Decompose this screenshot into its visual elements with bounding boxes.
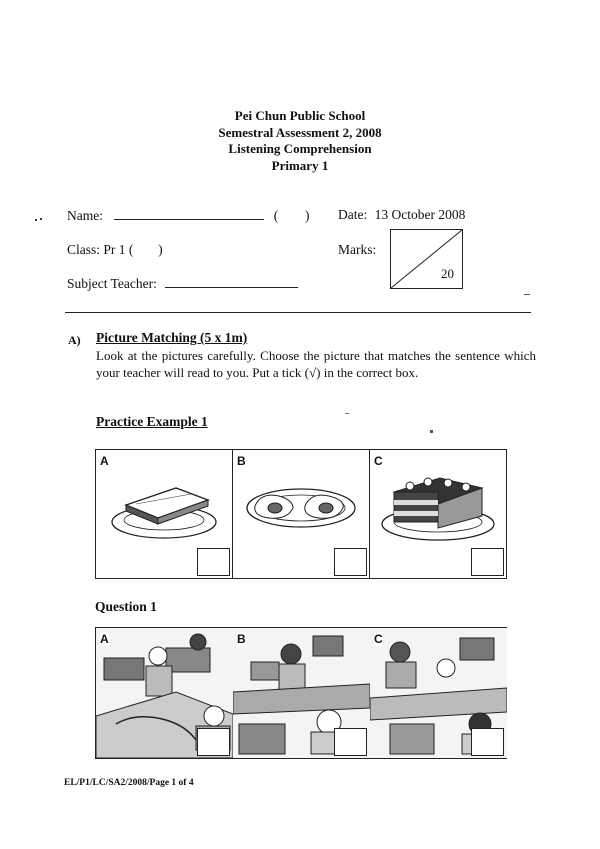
assessment-title: Semestral Assessment 2, 2008 xyxy=(218,124,382,140)
marks-box xyxy=(390,229,463,289)
practice-heading: Practice Example 1 xyxy=(96,414,208,429)
page-footer: EL/P1/LC/SA2/2008/Page 1 of 4 xyxy=(64,778,194,788)
index-close-paren: ) xyxy=(305,208,310,223)
teacher-label: Subject Teacher: xyxy=(67,276,157,291)
index-open-paren: ( xyxy=(273,208,279,223)
answer-tick-box[interactable] xyxy=(197,548,230,576)
answer-tick-box[interactable] xyxy=(197,728,230,756)
scan-speck xyxy=(430,430,433,433)
school-name: Pei Chun Public School xyxy=(234,108,366,123)
question-1-heading: Question 1 xyxy=(95,599,157,614)
level-title: Primary 1 xyxy=(271,157,329,173)
marks-label: Marks: xyxy=(338,242,377,257)
question-1-option-c xyxy=(370,628,506,758)
date-label: Date: xyxy=(338,207,368,222)
option-label: A xyxy=(100,454,109,468)
class-input-space[interactable] xyxy=(137,242,155,254)
practice-option-b xyxy=(233,450,370,578)
answer-tick-box[interactable] xyxy=(334,548,367,576)
question-1-option-b xyxy=(233,628,370,758)
paper-title: Listening Comprehension xyxy=(228,141,372,156)
question-1-picture-row xyxy=(95,627,507,759)
name-row xyxy=(67,207,310,224)
answer-tick-box[interactable] xyxy=(471,548,504,576)
name-label: Name: xyxy=(67,208,103,223)
scan-speck xyxy=(40,218,42,220)
answer-tick-box[interactable] xyxy=(471,728,504,756)
teacher-row xyxy=(67,275,298,292)
class-row xyxy=(67,242,163,258)
option-label: B xyxy=(237,632,246,646)
index-number-space[interactable] xyxy=(282,208,302,220)
class-label: Class: Pr 1 ( xyxy=(67,242,134,257)
option-label: A xyxy=(100,632,109,646)
scan-mark xyxy=(524,294,530,295)
scan-speck xyxy=(35,219,37,221)
option-label: B xyxy=(237,454,246,468)
option-label: C xyxy=(374,454,383,468)
teacher-input-line[interactable] xyxy=(165,275,298,288)
name-input-line[interactable] xyxy=(114,207,264,220)
marks-total: 20 xyxy=(441,266,454,281)
date-row xyxy=(338,207,465,223)
practice-option-a xyxy=(96,450,233,578)
exam-header xyxy=(0,108,600,174)
question-1-option-a xyxy=(96,628,233,758)
answer-tick-box[interactable] xyxy=(334,728,367,756)
date-value: 13 October 2008 xyxy=(374,207,466,222)
scan-mark xyxy=(345,413,349,414)
section-letter: A) xyxy=(68,333,81,347)
section-title: Picture Matching (5 x 1m) xyxy=(96,330,248,345)
practice-picture-row xyxy=(95,449,507,579)
practice-option-c xyxy=(370,450,506,578)
divider-line xyxy=(65,312,531,313)
class-close-paren: ) xyxy=(158,242,163,257)
option-label: C xyxy=(374,632,383,646)
section-instructions: Look at the pictures carefully. Choose the picture that matches the sentence which your teacher will read to you. Put a tick (√) in the correct box. xyxy=(96,348,536,380)
